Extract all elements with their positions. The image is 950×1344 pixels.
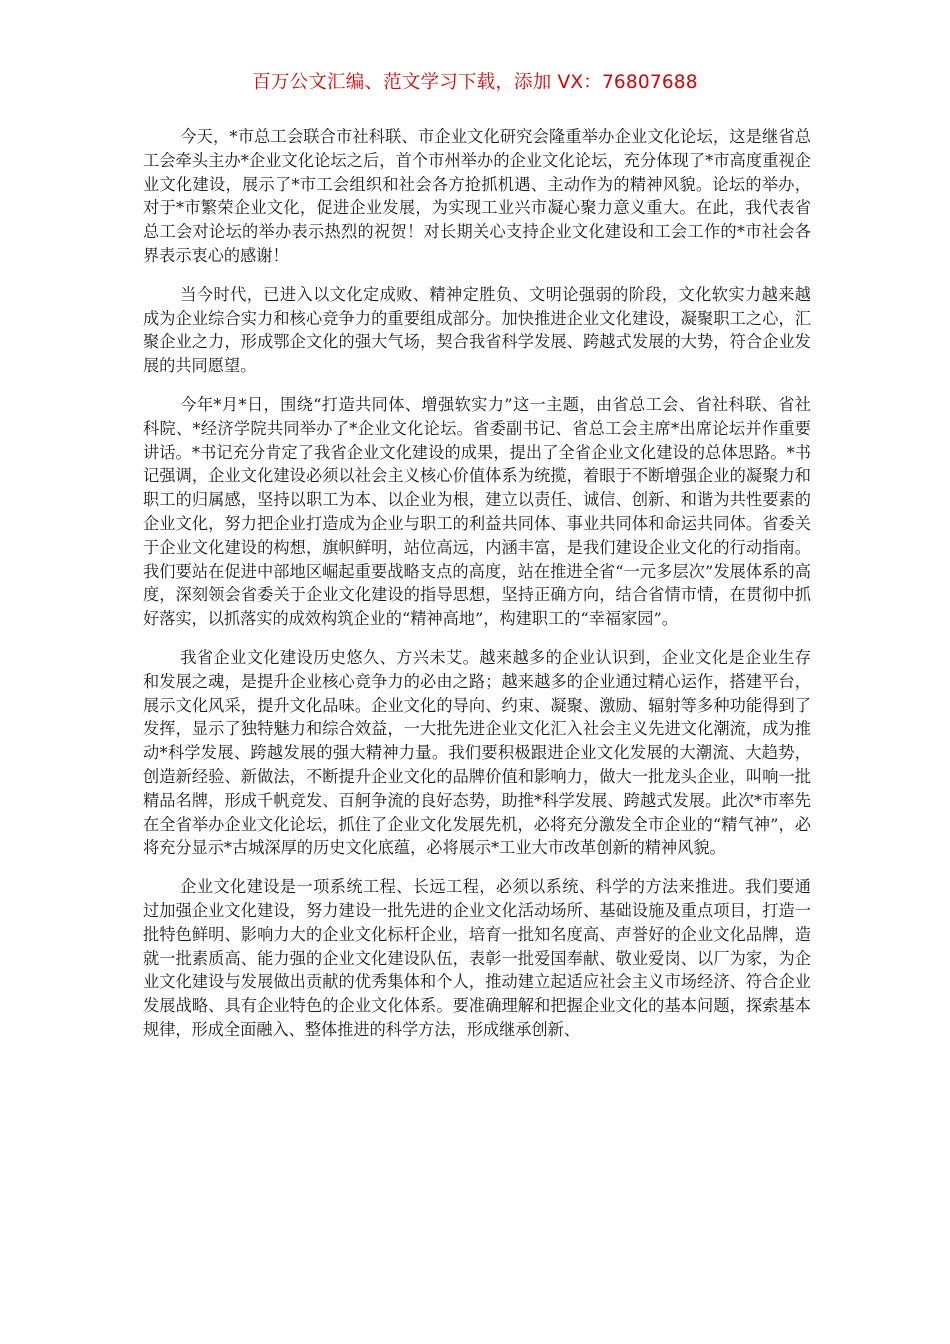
paragraph-5: 企业文化建设是一项系统工程、长远工程，必须以系统、科学的方法来推进。我们要通过加强企业文化建设，努力建设一批先进的企业文化活动场所、基础设施及重点项目，打造一批特色鲜明、影响力大的企业文化标杆企业，培育一批知名度高、声誉好的企业文化品牌，造就一批素质高、能力强的企业文化建设队伍，表彰一批爱国奉献、敬业爱岗、以厂为家，为企业文化建设与发展做出贡献的优秀集体和个人，推动建立起适应社会主义市场经济、符合企业发展战略、具有企业特色的企业文化体系。要准确理解和把握企业文化的基本问题，探索基本规律，形成全面融入、整体推进的科学方法，形成继承创新、 bbox=[143, 877, 811, 1039]
document-body bbox=[143, 125, 811, 1057]
watermark-header: 百万公文汇编、范文学习下载，添加 VX：76807688 bbox=[252, 72, 698, 93]
paragraph-2: 当今时代，已进入以文化定成败、精神定胜负、文明论强弱的阶段，文化软实力越来越成为企业综合实力和核心竞争力的重要组成部分。加快推进企业文化建设，凝聚职工之心，汇聚企业之力，形成鄂企文化的强大气场，契合我省科学发展、跨越式发展的大势，符合企业发展的共同愿望。 bbox=[143, 284, 811, 376]
paragraph-1: 今天，*市总工会联合市社科联、市企业文化研究会隆重举办企业文化论坛，这是继省总工会牵头主办*企业文化论坛之后，首个市州举办的企业文化论坛，充分体现了*市高度重视企业文化建设，展示了*市工会组织和社会各方抢抓机遇、主动作为的精神风貌。论坛的举办，对于*市繁荣企业文化，促进企业发展，为实现工业兴市凝心聚力意义重大。在此，我代表省总工会对论坛的举办表示热烈的祝贺！对长期关心支持企业文化建设和工会工作的*市社会各界表示衷心的感谢！ bbox=[143, 127, 811, 265]
paragraph-3: 今年*月*日，围绕“打造共同体、增强软实力”这一主题，由省总工会、省社科联、省社科院、*经济学院共同举办了*企业文化论坛。省委副书记、省总工会主席*出席论坛并作重要讲话。*书记充分肯定了我省企业文化建设的成果，提出了全省企业文化建设的总体思路。*书记强调，企业文化建设必须以社会主义核心价值体系为统揽，着眼于不断增强企业的凝聚力和职工的归属感，坚持以职工为本、以企业为根，建立以责任、诚信、创新、和谐为共性要素的企业文化，努力把企业打造成为企业与职工的利益共同体、事业共同体和命运共同体。省委关于企业文化建设的构想，旗帜鲜明，站位高远，内涵丰富，是我们建设企业文化的行动指南。我们要站在促进中部地区崛起重要战略支点的高度，站在推进全省“一元多层次”发展体系的高度，深刻领会省委关于企业文化建设的指导思想，坚持正确方向，结合省情市情，在贯彻中抓好落实，以抓落实的成效构筑企业的“精神高地”，构建职工的“幸福家园”。 bbox=[143, 394, 811, 629]
paragraph-4: 我省企业文化建设历史悠久、方兴未艾。越来越多的企业认识到，企业文化是企业生存和发展之魂，是提升企业核心竞争力的必由之路；越来越多的企业通过精心运作，搭建平台，展示文化风采，提升文化品味。企业文化的导向、约束、凝聚、激励、辐射等多种功能得到了发挥，显示了独特魅力和综合效益，一大批先进企业文化汇入社会主义先进文化潮流，成为推动*科学发展、跨越发展的强大精神力量。我们要积极跟进企业文化发展的大潮流、大趋势，创造新经验、新做法，不断提升企业文化的品牌价值和影响力，做大一批龙头企业，叫响一批精品名牌，形成千帆竞发、百舸争流的良好态势，助推*科学发展、跨越式发展。此次*市率先在全省举办企业文化论坛，抓住了企业文化发展先机，必将充分激发全市企业的“精气神”，必将充分显示*古城深厚的历史文化底蕴，必将展示*工业大市改革创新的精神风貌。 bbox=[143, 647, 811, 858]
